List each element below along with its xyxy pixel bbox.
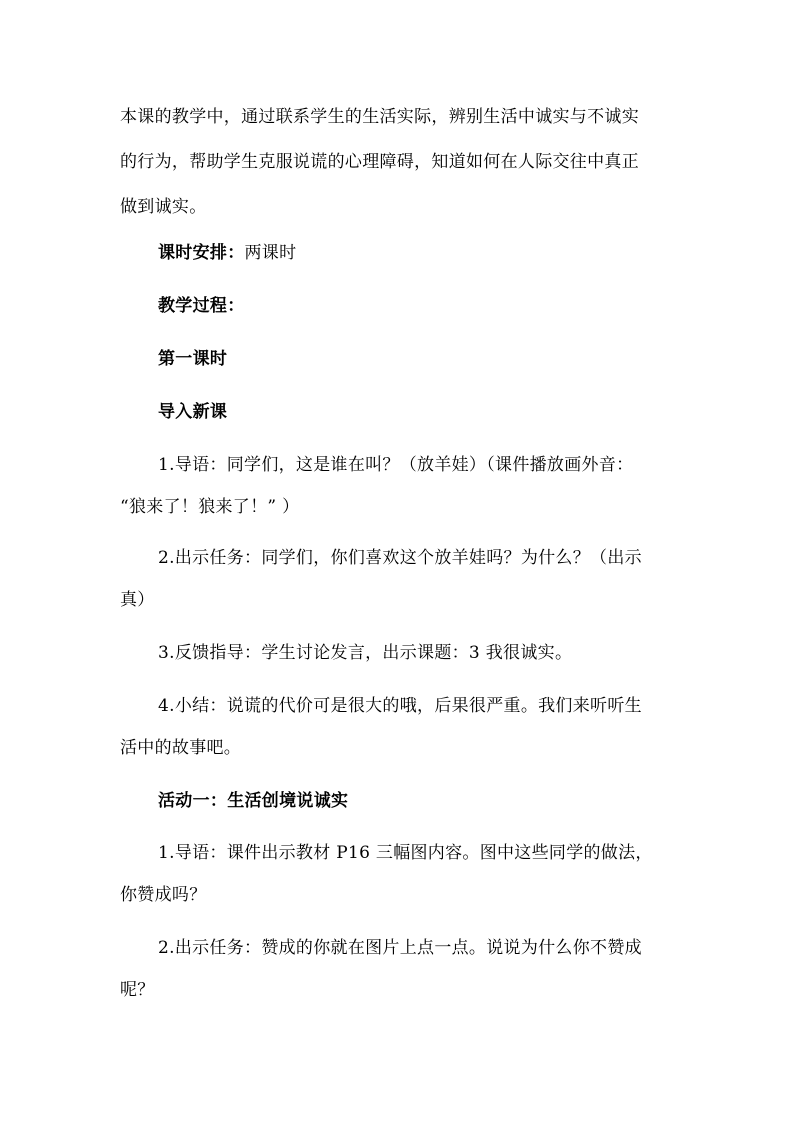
activity-item-2-line-1: 2.出示任务：赞成的你就在图片上点一点。说说为什么你不赞成: [158, 938, 642, 958]
intro-paragraph-line-2: 的行为，帮助学生克服说谎的心理障碍，知道如何在人际交往中真正: [120, 152, 639, 172]
intro-item-2-line-2: 真）: [120, 590, 155, 610]
schedule-line: [158, 243, 296, 263]
schedule-value: 两课时: [244, 243, 297, 263]
intro-item-4-line-1: 4.小结：说谎的代价可是很大的哦，后果很严重。我们来听听生: [158, 696, 642, 716]
intro-paragraph-line-3: 做到诚实。: [120, 197, 207, 217]
intro-item-2-line-1: 2.出示任务：同学们，你们喜欢这个放羊娃吗？为什么？（出示: [158, 548, 642, 568]
intro-item-3-line-1: 3.反馈指导：学生讨论发言，出示课题：3 我很诚实。: [158, 643, 573, 663]
activity-heading: 活动一：生活创境说诚实: [158, 791, 349, 811]
intro-item-1-line-2: “狼来了！狼来了！” ）: [120, 497, 300, 517]
intro-section-heading: 导入新课: [158, 402, 228, 422]
activity-item-1-line-1: 1.导语：课件出示教材 P16 三幅图内容。图中这些同学的做法，: [158, 843, 653, 863]
intro-item-1-line-1: 1.导语：同学们，这是谁在叫？（放羊娃）（课件播放画外音：: [158, 455, 634, 475]
process-heading: 教学过程：: [158, 296, 245, 316]
schedule-label: 课时安排：: [158, 243, 245, 263]
lesson-heading: 第一课时: [158, 349, 228, 369]
intro-item-4-line-2: 活中的故事吧。: [120, 738, 242, 758]
activity-item-2-line-2: 呢？: [120, 980, 155, 1000]
activity-item-1-line-2: 你赞成吗？: [120, 885, 207, 905]
intro-paragraph-line-1: 本课的教学中，通过联系学生的生活实际，辨别生活中诚实与不诚实: [120, 107, 639, 127]
